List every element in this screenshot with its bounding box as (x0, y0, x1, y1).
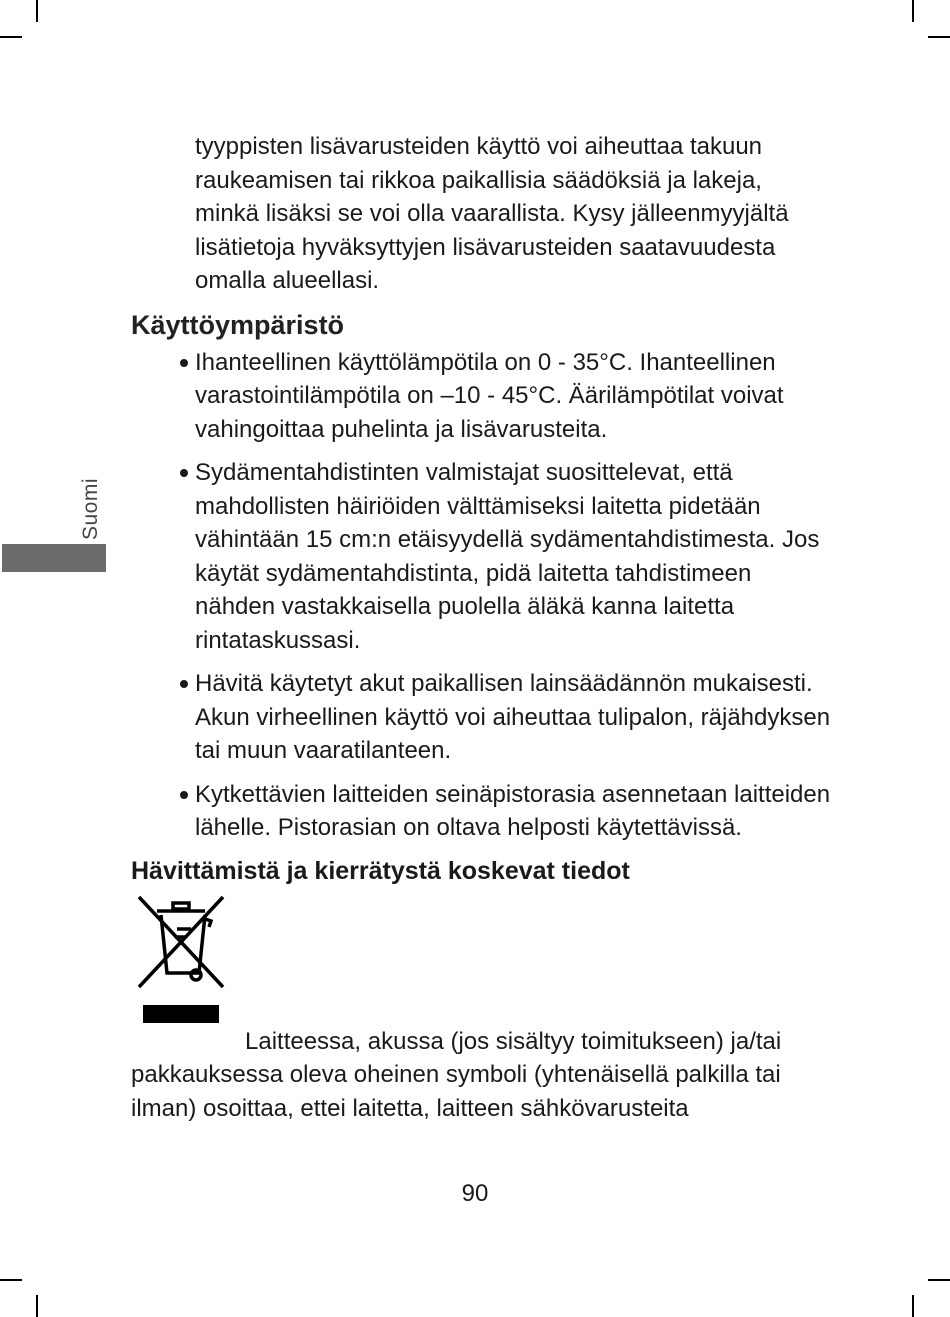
list-item (131, 778, 831, 845)
crop-mark-bottom-right-h (928, 1279, 950, 1281)
crossed-out-wheelie-bin-icon (133, 893, 229, 991)
bullet-text: Hävitä käytetyt akut paikallisen lainsäädännön mukaisesti. Akun virheellinen käyttö voi aiheuttaa tulipalon, räjähdyksen tai muun vaaratilanteen. (195, 670, 831, 764)
language-side-tab (2, 544, 106, 572)
crop-mark-bottom-left-h (0, 1279, 22, 1281)
disposal-paragraph (131, 1025, 831, 1126)
bullet-text: Sydämentahdistinten valmistajat suosittelevat, että mahdollisten häiriöiden välttämiseksi laitetta pidetään vähintään 15 cm:n etäisyydellä sydämentahdistimesta. Jos käytät sydämentahdistinta, pidä laitetta tahdistimeen nähden vastakkaisella puolella äläkä kanna laitetta rintataskussasi. (195, 459, 820, 654)
page-number: 90 (461, 1180, 489, 1207)
page-content (131, 130, 831, 1125)
bullet-icon (180, 791, 188, 799)
list-item (131, 456, 831, 657)
crop-mark-bottom-left (36, 1295, 38, 1317)
crop-mark-top-left (36, 0, 38, 22)
bullet-text: Ihanteellinen käyttölämpötila on 0 - 35°C. Ihanteellinen varastointilämpötila on –10 - 45°C. Äärilämpötilat voivat vahingoittaa puhelinta ja lisävarusteita. (195, 348, 784, 443)
disposal-text: Laitteessa, akussa (jos sisältyy toimitukseen) ja/tai pakkauksessa oleva oheinen symboli (yhtenäisellä palkilla tai ilman) osoittaa, ettei laitetta, laitteen sähkövarusteita (131, 1027, 782, 1122)
bullet-text: Kytkettävien laitteiden seinäpistorasia asennetaan laitteiden lähelle. Pistorasian on oltava helposti käytettävissä. (195, 780, 831, 841)
solid-bar-icon (143, 1005, 219, 1023)
environment-bullet-list (131, 346, 831, 845)
bullet-icon (180, 469, 188, 477)
intro-paragraph: tyyppisten lisävarusteiden käyttö voi aiheuttaa takuun raukeamisen tai rikkoa paikallisia säädöksiä ja lakeja, minkä lisäksi se voi olla vaarallista. Kysy jälleenmyyjältä lisätietoja hyväksyttyjen lisävarusteiden saatavuudesta omalla alueellasi. (195, 133, 789, 294)
environment-heading: Käyttöympäristö (131, 309, 345, 340)
disposal-heading: Hävittämistä ja kierrätystä koskevat tiedot (131, 856, 630, 885)
crop-mark-top-right (912, 0, 914, 22)
crop-mark-top-left-h (0, 36, 22, 38)
language-side-label: Suomi (79, 477, 102, 540)
weee-symbol-block (131, 893, 831, 1021)
list-item (131, 667, 831, 768)
bullet-icon (180, 359, 188, 367)
list-item (131, 346, 831, 447)
crop-mark-top-right-h (928, 36, 950, 38)
bullet-icon (180, 680, 188, 688)
crop-mark-bottom-right (912, 1295, 914, 1317)
